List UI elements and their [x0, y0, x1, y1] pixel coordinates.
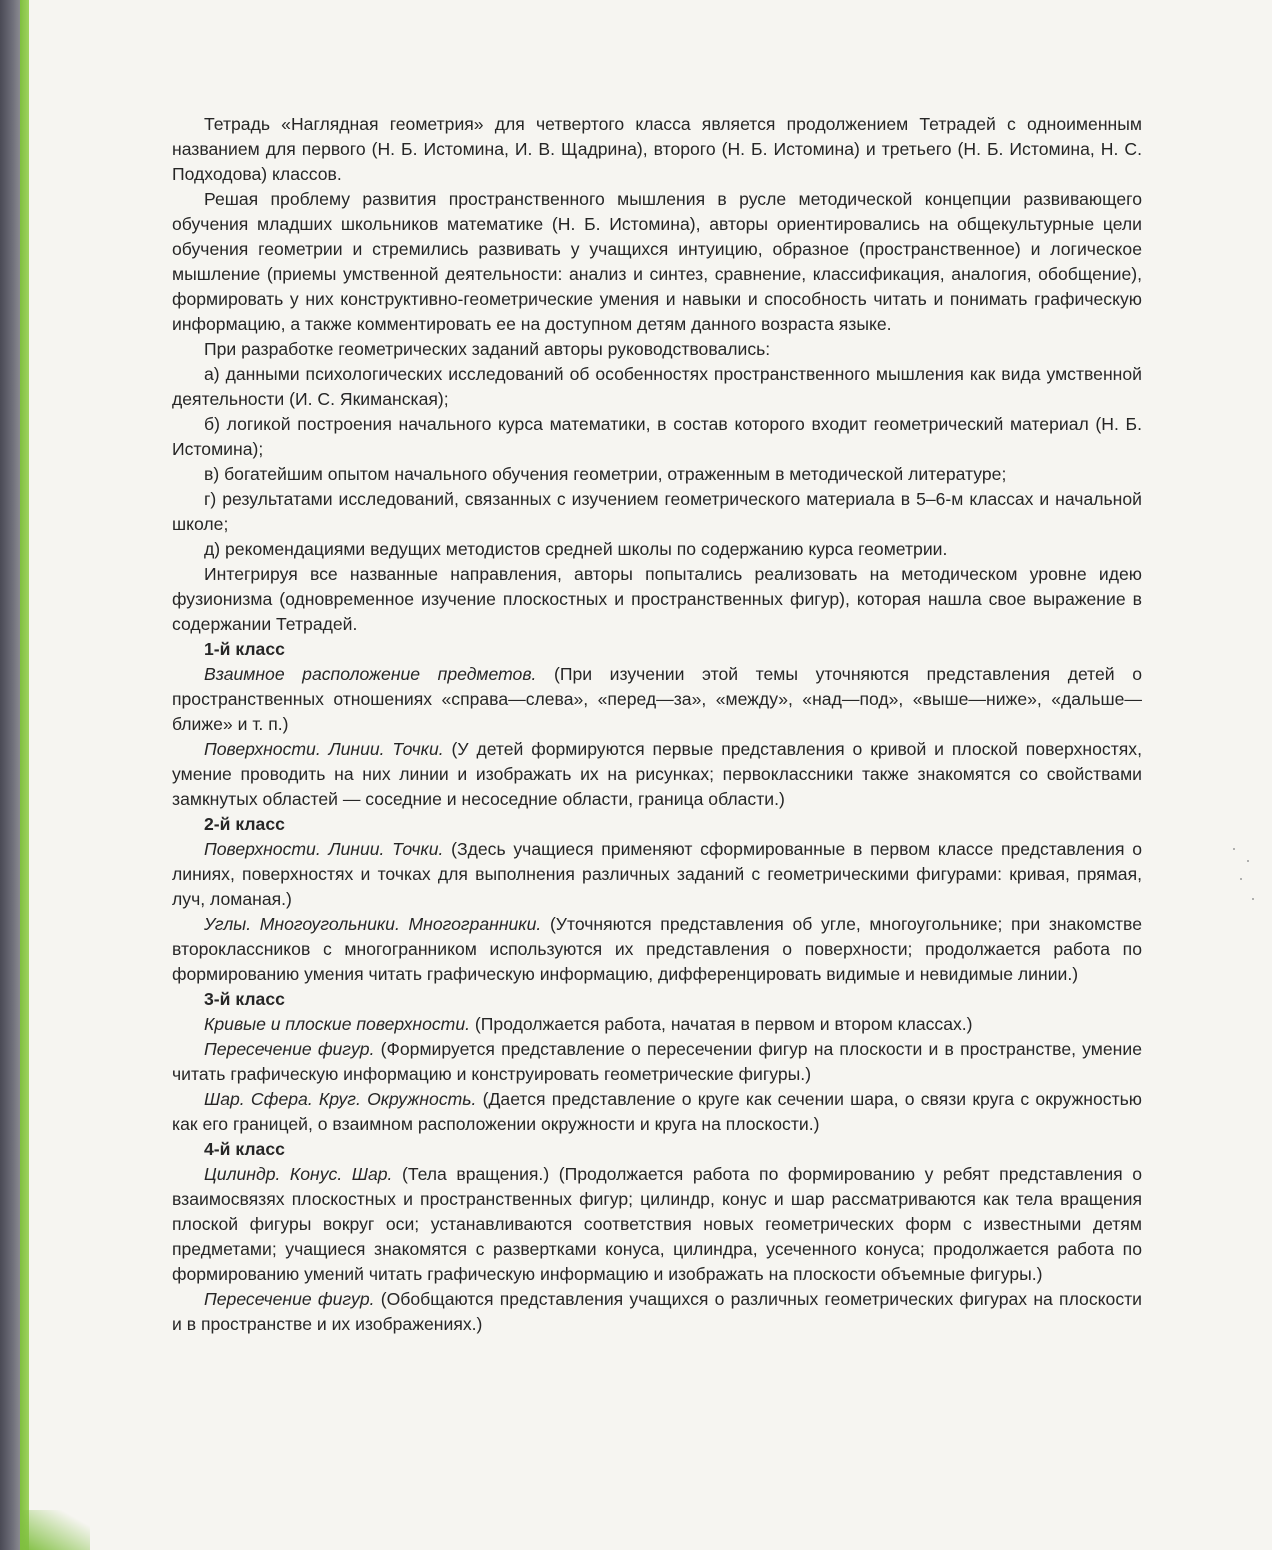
- scan-speck: [1240, 878, 1242, 880]
- topic-title: Пересечение фигур.: [204, 1039, 375, 1059]
- scan-speck: [1233, 848, 1235, 850]
- topic-title: Взаимное расположение предметов.: [204, 664, 537, 684]
- topic-description: (Формируется представление о пересечении фигур на плоскости и в пространстве, умение читать графическую информацию и конструировать геометрические фигуры.): [172, 1039, 1142, 1084]
- scan-binding-edge: [0, 0, 20, 1550]
- grade-1-topic-1: [172, 662, 1142, 737]
- intro-paragraph: Тетрадь «Наглядная геометрия» для четвертого класса является продолжением Тетрадей с одноименным названием для первого (Н. Б. Истомина, И. В. Щадрина), второго (Н. Б. Истомина) и третьего (Н. Б. Истомина, Н. С. Подходова) классов.: [172, 114, 1142, 184]
- topic-description: (Уточняются представления об угле, многоугольнике; при знакомстве второклассников с многогранником используются их представления о поверхности; продолжается работа по формированию умения читать графическую информацию, дифференцировать видимые и невидимые линии.): [172, 914, 1142, 984]
- list-item-a: а) данными психологических исследований об особенностях пространственного мышления как вида умственной деятельности (И. С. Якиманская);: [172, 364, 1142, 409]
- list-item-e: д) рекомендациями ведущих методистов средней школы по содержанию курса геометрии.: [204, 539, 948, 559]
- grade-1-heading: 1-й класс: [204, 639, 285, 659]
- topic-description: (Тела вращения.) (Продолжается работа по формированию у ребят представления о взаимосвязях плоскостных и пространственных фигур; цилиндр, конус и шар рассматриваются как тела вращения плоской фигуры вокруг оси; устанавливаются соответствия новых геометрических форм с известными детям предметами; учащиеся знакомятся с развертками конуса, цилиндра, усеченного конуса; продолжается работа по формированию умений читать графическую информацию и изображать на плоскости объемные фигуры.): [172, 1164, 1142, 1284]
- topic-description: (Здесь учащиеся применяют сформированные в первом классе представления о линиях, поверхностях и точках для выполнения различных заданий с геометрическими фигурами: кривая, прямая, луч, ломаная.): [172, 839, 1142, 909]
- topic-description: (Дается представление о круге как сечении шара, о связи круга с окружностью как его границей, о взаимном расположении окружности и круга на плоскости.): [172, 1089, 1142, 1134]
- topic-title: Пересечение фигур.: [204, 1289, 375, 1309]
- list-item-d: г) результатами исследований, связанных с изучением геометрического материала в 5–6-м классах и начальной школе;: [172, 489, 1142, 534]
- topic-title: Кривые и плоские поверхности.: [204, 1014, 471, 1034]
- grade-2-topic-1: [172, 837, 1142, 912]
- document-page: [172, 112, 1142, 1337]
- topic-title: Углы. Многоугольники. Многогранники.: [204, 914, 542, 934]
- grade-4-topic-1: [172, 1162, 1142, 1287]
- grade-1-topic-2: [172, 737, 1142, 812]
- topic-description: (Продолжается работа, начатая в первом и втором классах.): [470, 1014, 973, 1034]
- topic-title: Поверхности. Линии. Точки.: [204, 839, 444, 859]
- guidance-intro: При разработке геометрических заданий авторы руководствовались:: [204, 339, 771, 359]
- topic-title: Поверхности. Линии. Точки.: [204, 739, 444, 759]
- topic-description: (У детей формируются первые представления о кривой и плоской поверхностях, умение проводить на них линии и изображать их на рисунках; первоклассники также знакомятся со свойствами замкнутых областей — соседние и несоседние области, граница области.): [172, 739, 1142, 809]
- grade-4-heading: 4-й класс: [204, 1139, 285, 1159]
- cover-green-edge: [20, 0, 29, 1550]
- fusionism-paragraph: Интегрируя все названные направления, авторы попытались реализовать на методическом уровне идею фузионизма (одновременное изучение плоскостных и пространственных фигур), которая нашла свое выражение в содержании Тетрадей.: [172, 564, 1142, 634]
- grade-3-topic-3: [172, 1087, 1142, 1137]
- topic-title: Цилиндр. Конус. Шар.: [204, 1164, 393, 1184]
- concept-paragraph: Решая проблему развития пространственного мышления в русле методической концепции развивающего обучения младших школьников математике (Н. Б. Истомина), авторы ориентировались на общекультурные цели обучения геометрии и стремились развивать у учащихся интуицию, образное (пространственное) и логическое мышление (приемы умственной деятельности: анализ и синтез, сравнение, классификация, аналогия, обобщение), формировать у них конструктивно-геометрические умения и навыки и способность читать и понимать графическую информацию, а также комментировать ее на доступном детям данного возраста языке.: [172, 189, 1142, 334]
- scan-speck: [1247, 860, 1249, 862]
- grade-4-topic-2: [172, 1287, 1142, 1337]
- list-item-b: б) логикой построения начального курса математики, в состав которого входит геометрический материал (Н. Б. Истомина);: [172, 414, 1142, 459]
- scan-speck: [1252, 898, 1254, 900]
- topic-description: (Обобщаются представления учащихся о различных геометрических фигурах на плоскости и в пространстве и их изображениях.): [172, 1289, 1142, 1334]
- cover-green-corner: [20, 1510, 90, 1550]
- grade-2-topic-2: [172, 912, 1142, 987]
- topic-description: (При изучении этой темы уточняются представления детей о пространственных отношениях «справа—слева», «перед—за», «между», «над—под», «выше—ниже», «дальше—ближе» и т. п.): [172, 664, 1142, 734]
- topic-title: Шар. Сфера. Круг. Окружность.: [204, 1089, 477, 1109]
- grade-3-topic-2: [172, 1037, 1142, 1087]
- list-item-c: в) богатейшим опытом начального обучения геометрии, отраженным в методической литературе;: [204, 464, 1007, 484]
- grade-3-heading: 3-й класс: [204, 989, 285, 1009]
- grade-3-topic-1: [172, 1012, 1142, 1037]
- grade-2-heading: 2-й класс: [204, 814, 285, 834]
